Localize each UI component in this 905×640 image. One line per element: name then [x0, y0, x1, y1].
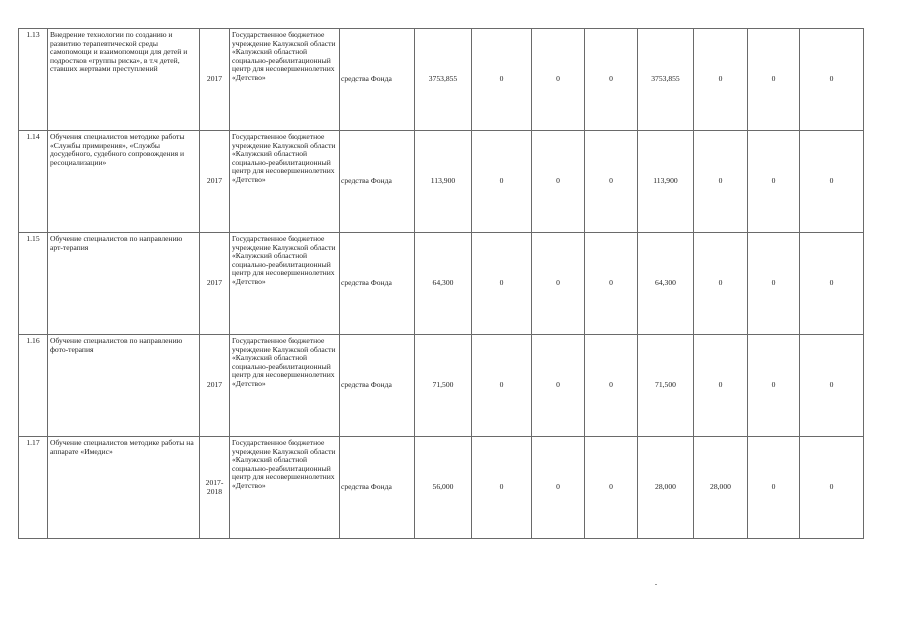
total-amount: 3753,855	[415, 29, 472, 131]
total-amount: 71,500	[415, 335, 472, 437]
amount-cell: 113,900	[638, 131, 694, 233]
amount-cell: 0	[748, 131, 800, 233]
executor: Государственное бюджетное учреждение Калужской области «Калужский областной социально-реабилитационный центр для несовершеннолетних «Детство»	[230, 131, 340, 233]
executor: Государственное бюджетное учреждение Калужской области «Калужский областной социально-реабилитационный центр для несовершеннолетних «Детство»	[230, 233, 340, 335]
amount-cell: 0	[472, 233, 532, 335]
row-number: 1.16	[19, 335, 48, 437]
total-amount: 113,900	[415, 131, 472, 233]
amount-cell: 0	[585, 131, 638, 233]
row-number: 1.15	[19, 233, 48, 335]
executor: Государственное бюджетное учреждение Калужской области «Калужский областной социально-реабилитационный центр для несовершеннолетних «Детство»	[230, 437, 340, 539]
funding-source: средства Фонда	[340, 29, 415, 131]
table-row	[19, 131, 864, 233]
row-number: 1.14	[19, 131, 48, 233]
funding-source: средства Фонда	[340, 131, 415, 233]
amount-cell: 0	[800, 131, 864, 233]
executor: Государственное бюджетное учреждение Калужской области «Калужский областной социально-реабилитационный центр для несовершеннолетних «Детство»	[230, 335, 340, 437]
amount-cell: 0	[694, 233, 748, 335]
amount-cell: 0	[800, 233, 864, 335]
period: 2017-2018	[200, 437, 230, 539]
total-amount: 56,000	[415, 437, 472, 539]
amount-cell: 0	[748, 335, 800, 437]
amount-cell: 0	[532, 131, 585, 233]
amount-cell: 0	[800, 29, 864, 131]
amount-cell: 0	[748, 29, 800, 131]
amount-cell: 0	[694, 131, 748, 233]
amount-cell: 0	[748, 437, 800, 539]
amount-cell: 3753,855	[638, 29, 694, 131]
funding-source: средства Фонда	[340, 233, 415, 335]
amount-cell: 0	[532, 233, 585, 335]
period: 2017	[200, 131, 230, 233]
amount-cell: 0	[585, 335, 638, 437]
amount-cell: 71,500	[638, 335, 694, 437]
activity-name: Обучение специалистов методике работы на аппарате «Имедис»	[48, 437, 200, 539]
funding-source: средства Фонда	[340, 437, 415, 539]
scan-speck	[655, 584, 657, 585]
amount-cell: 0	[694, 335, 748, 437]
amount-cell: 0	[472, 131, 532, 233]
amount-cell: 0	[532, 29, 585, 131]
amount-cell: 0	[585, 233, 638, 335]
table-row	[19, 233, 864, 335]
amount-cell: 0	[472, 29, 532, 131]
funding-source: средства Фонда	[340, 335, 415, 437]
amount-cell: 0	[748, 233, 800, 335]
amount-cell: 0	[532, 335, 585, 437]
amount-cell: 0	[532, 437, 585, 539]
row-number: 1.13	[19, 29, 48, 131]
amount-cell: 28,000	[638, 437, 694, 539]
period: 2017	[200, 29, 230, 131]
amount-cell: 0	[800, 437, 864, 539]
activity-name: Обучение специалистов по направлению фото-терапия	[48, 335, 200, 437]
amount-cell: 64,300	[638, 233, 694, 335]
period: 2017	[200, 233, 230, 335]
amount-cell: 28,000	[694, 437, 748, 539]
table-body	[19, 29, 864, 539]
amount-cell: 0	[472, 335, 532, 437]
amount-cell: 0	[472, 437, 532, 539]
table-row	[19, 437, 864, 539]
table-row	[19, 29, 864, 131]
program-table	[18, 28, 864, 539]
total-amount: 64,300	[415, 233, 472, 335]
activity-name: Внедрение технологии по созданию и развитию терапевтической среды самопомощи и взаимопомощи для детей и подростков «группы риска», в т.ч детей, ставших жертвами преступлений	[48, 29, 200, 131]
amount-cell: 0	[585, 437, 638, 539]
table-row	[19, 335, 864, 437]
amount-cell: 0	[585, 29, 638, 131]
amount-cell: 0	[694, 29, 748, 131]
activity-name: Обучения специалистов методике работы «Службы примирения», «Службы досудебного, судебного сопровождения и ресоциализации»	[48, 131, 200, 233]
executor: Государственное бюджетное учреждение Калужской области «Калужский областной социально-реабилитационный центр для несовершеннолетних «Детство»	[230, 29, 340, 131]
row-number: 1.17	[19, 437, 48, 539]
amount-cell: 0	[800, 335, 864, 437]
period: 2017	[200, 335, 230, 437]
activity-name: Обучение специалистов по направлению арт-терапия	[48, 233, 200, 335]
